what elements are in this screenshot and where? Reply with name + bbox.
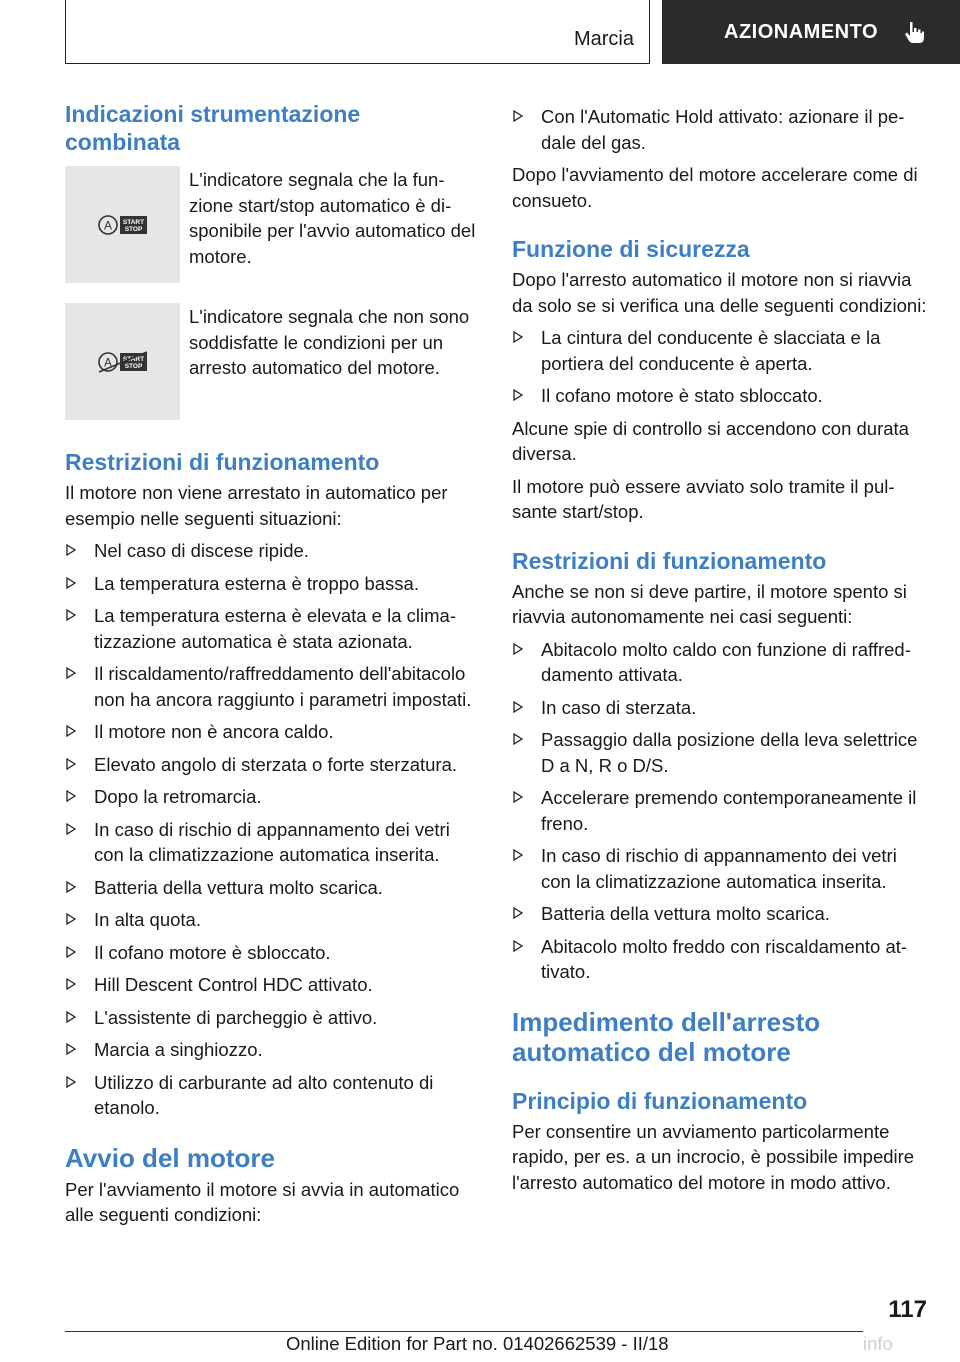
list-item: Accelerare premendo contemporaneamente il freno. [512,785,927,836]
triangle-bullet-icon [66,946,76,958]
triangle-bullet-icon [513,701,523,713]
list-item: Abitacolo molto caldo con funzione di raffreddamento attivata. [512,637,927,688]
start-conditions-list [512,104,927,155]
restrictions2-intro: Anche se non si deve partire, il motore spento si riavvia autonomamente nei casi seguenti: [512,580,907,627]
right-column [512,104,927,1195]
heading-restrictions-2: Restrizioni di funzionamento [512,547,827,574]
auto-start-stop-icon [97,213,149,237]
triangle-bullet-icon [513,331,523,343]
list-item: Nel caso di discese ripide. [65,538,480,564]
list-item: Con l'Automatic Hold attivato: azionare il pedale del gas. [512,104,927,155]
hand-pointer-icon [902,20,926,44]
restrictions2-list [512,637,927,985]
list-item: La temperatura esterna è elevata e la climatizzazione automatica è stata azionata. [65,603,480,654]
list-item: La cintura del conducente è slacciata e la portiera del conducente è aperta. [512,325,927,376]
header-chapter-title: AZIONAMENTO [724,20,879,43]
list-item: In caso di rischio di appannamento dei vetri con la climatizzazione automatica inserita. [65,817,480,868]
list-item: Abitacolo molto freddo con riscaldamento attivato. [512,934,927,985]
heading-principle: Principio di funzionamento [512,1087,808,1114]
triangle-bullet-icon [66,609,76,621]
restrictions-list [65,538,480,1121]
svg-text:STOP: STOP [124,225,142,233]
list-item: In caso di rischio di appannamento dei vetri con la climatizzazione automatica inserita. [512,843,927,894]
left-column [65,100,480,1228]
triangle-bullet-icon [66,881,76,893]
triangle-bullet-icon [66,790,76,802]
triangle-bullet-icon [513,110,523,122]
header-section-title: Marcia [573,28,634,50]
safety-paragraph-2: Il motore può essere avviato solo tramite il pulsante start/stop. [512,475,895,522]
header-frame [65,0,650,64]
safety-intro: Dopo l'arresto automatico il motore non si riavvia da solo se si verifica una delle seguenti condizioni: [512,269,927,316]
triangle-bullet-icon [513,733,523,745]
heading-safety: Funzione di sicurezza [512,236,750,262]
footer-divider [65,1331,863,1332]
list-item: In caso di sterzata. [512,695,927,721]
indicator-row [65,166,480,283]
list-item: L'assistente di parcheggio è attivo. [65,1005,480,1031]
triangle-bullet-icon [66,1076,76,1088]
triangle-bullet-icon [66,725,76,737]
list-item: Il cofano motore è stato sbloccato. [512,383,927,409]
safety-paragraph-1: Alcune spie di controllo si accendono con durata diversa. [512,417,909,464]
svg-text:A: A [103,355,112,369]
list-item: Il riscaldamento/raffreddamento dell'abitacolo non ha ancora raggiunto i parametri impostati. [65,661,480,712]
indicator-description: L'indicatore segnala che la funzione start/stop automatico è disponibile per l'avvio automatico del motore. [189,169,476,267]
indicator-image [65,166,180,283]
triangle-bullet-icon [66,667,76,679]
svg-text:START: START [122,355,144,363]
svg-text:A: A [103,218,112,232]
footer-watermark: info [863,1333,893,1354]
triangle-bullet-icon [66,577,76,589]
list-item: Hill Descent Control HDC attivato. [65,972,480,998]
triangle-bullet-icon [66,758,76,770]
list-item: Dopo la retromarcia. [65,784,480,810]
svg-text:STOP: STOP [124,362,142,370]
triangle-bullet-icon [66,823,76,835]
triangle-bullet-icon [513,643,523,655]
footer-edition: Online Edition for Part no. 01402662539 - II/18 [286,1333,669,1354]
indicator-description: L'indicatore segnala che non sono soddisfatte le condizioni per un arresto automatico del motore. [189,306,470,378]
triangle-bullet-icon [66,978,76,990]
list-item: Batteria della vettura molto scarica. [65,875,480,901]
safety-list [512,325,927,409]
start-after-text: Dopo l'avviamento del motore accelerare come di consueto. [512,164,918,211]
auto-start-stop-crossed-icon [97,350,149,374]
triangle-bullet-icon [66,913,76,925]
list-item: Il motore non è ancora caldo. [65,719,480,745]
list-item: Passaggio dalla posizione della leva selettrice D a N, R o D/S. [512,727,927,778]
heading-engine-start: Avvio del motore [65,1142,275,1173]
indicator-row [65,303,480,420]
principle-text: Per consentire un avviamento particolarmente rapido, per es. a un incrocio, è possibile impedire l'arresto automatico del motore in modo attivo. [512,1120,915,1193]
indicator-image [65,303,180,420]
list-item: Batteria della vettura molto scarica. [512,901,927,927]
triangle-bullet-icon [66,544,76,556]
heading-prevent-stop: Impedimento dell'arresto automatico del motore [512,1006,821,1067]
list-item: La temperatura esterna è troppo bassa. [65,571,480,597]
list-item: Elevato angolo di sterzata o forte sterzatura. [65,752,480,778]
list-item: In alta quota. [65,907,480,933]
triangle-bullet-icon [66,1043,76,1055]
engine-start-intro: Per l'avviamento il motore si avvia in automatico alle seguenti condizioni: [65,1178,460,1225]
heading-restrictions: Restrizioni di funzionamento [65,449,380,475]
triangle-bullet-icon [513,389,523,401]
page-number: 117 [888,1296,927,1323]
triangle-bullet-icon [513,907,523,919]
triangle-bullet-icon [513,849,523,861]
list-item: Il cofano motore è sbloccato. [65,940,480,966]
list-item: Utilizzo di carburante ad alto contenuto di etanolo. [65,1070,480,1121]
restrictions-intro: Il motore non viene arrestato in automatico per esempio nelle seguenti situazioni: [65,482,448,529]
list-item: Marcia a singhiozzo. [65,1037,480,1063]
heading-indicators: Indicazioni strumentazione combinata [65,101,361,155]
header-chapter-tab [662,0,960,64]
triangle-bullet-icon [513,940,523,952]
triangle-bullet-icon [66,1011,76,1023]
triangle-bullet-icon [513,791,523,803]
svg-text:START: START [122,218,144,226]
